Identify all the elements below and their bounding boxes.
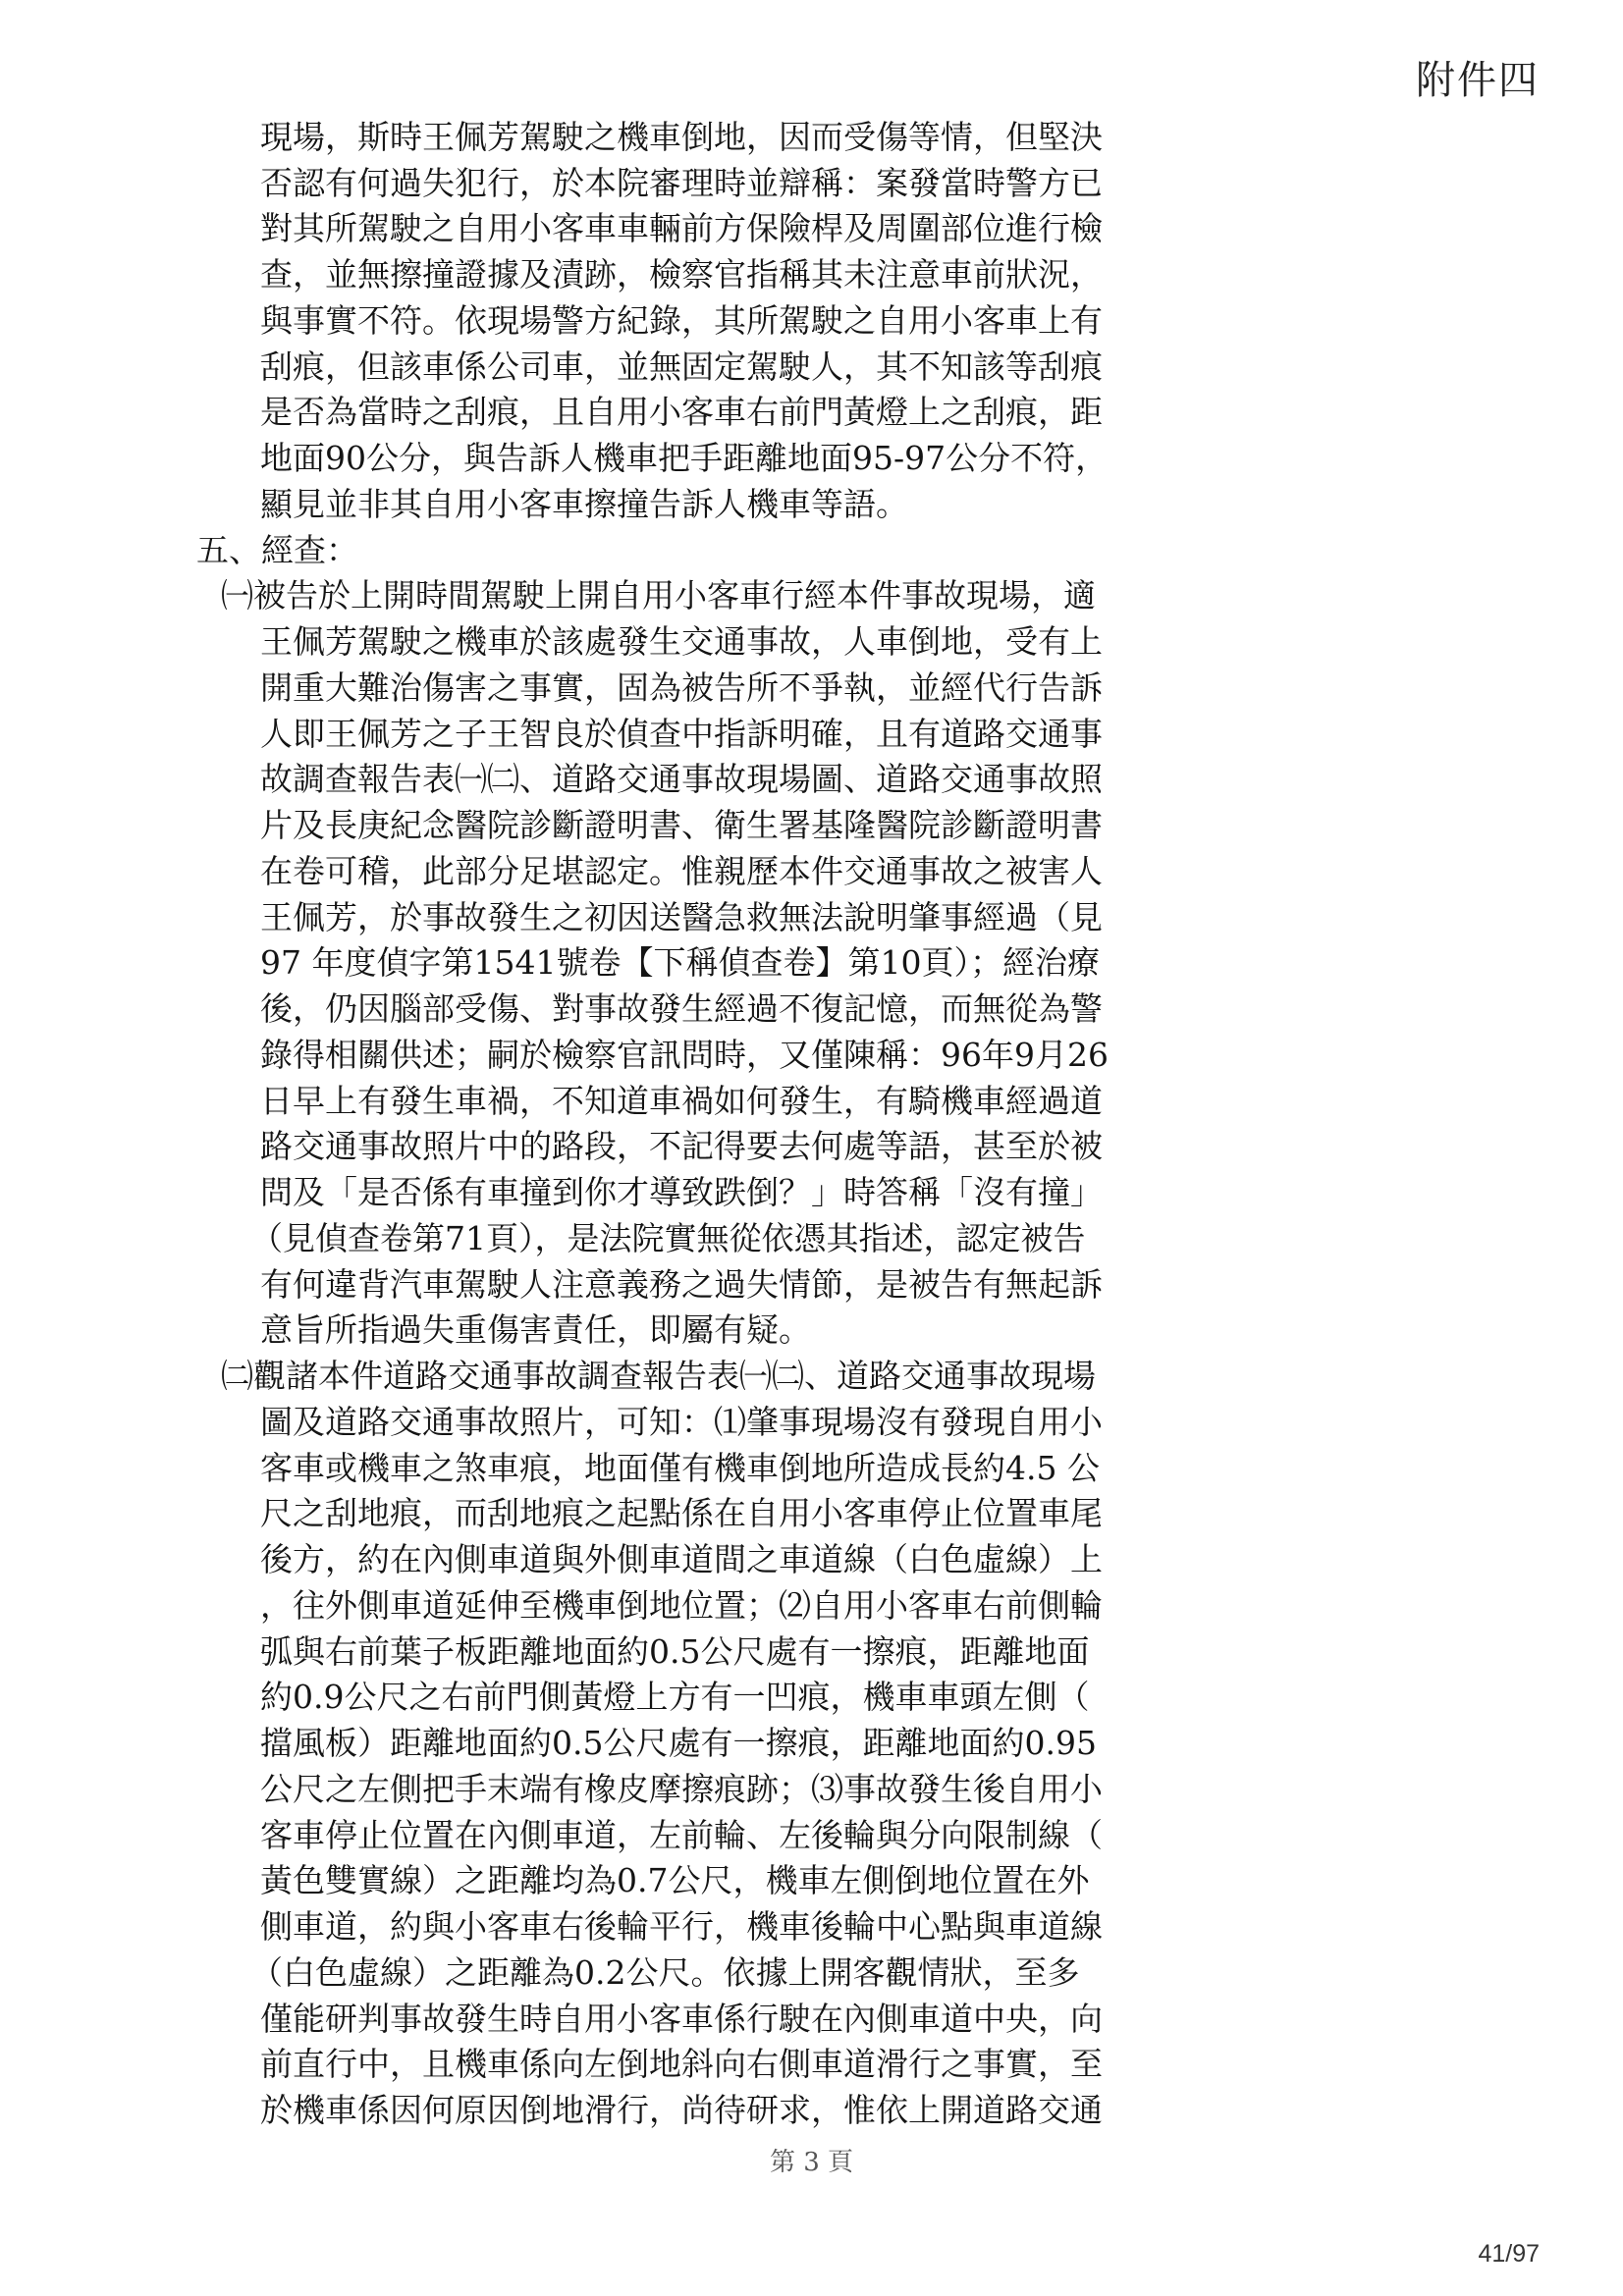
body-line: 刮痕，但該車係公司車，並無固定駕駛人，其不知該等刮痕 bbox=[260, 347, 1103, 386]
body-line: 僅能研判事故發生時自用小客車係行駛在內側車道中央，向 bbox=[260, 2000, 1103, 2038]
body-line: 是否為當時之刮痕，且自用小客車右前門黃燈上之刮痕，距 bbox=[260, 393, 1103, 431]
body-line: 97 年度偵字第1541號卷【下稱偵查卷】第10頁）；經治療 bbox=[260, 943, 1100, 982]
body-line: 在卷可稽，此部分足堪認定。惟親歷本件交通事故之被害人 bbox=[260, 852, 1103, 890]
body-line: 意旨所指過失重傷害責任，即屬有疑。 bbox=[260, 1310, 811, 1349]
body-line: 人即王佩芳之子王智良於偵查中指訴明確，且有道路交通事 bbox=[260, 715, 1103, 753]
body-line: 路交通事故照片中的路段，不記得要去何處等語，甚至於被 bbox=[260, 1127, 1103, 1165]
body-line: 於機車係因何原因倒地滑行，尚待研求，惟依上開道路交通 bbox=[260, 2091, 1103, 2129]
body-line: 約0.9公尺之右前門側黃燈上方有一凹痕，機車車頭左側（ bbox=[260, 1678, 1090, 1716]
body-line: 開重大難治傷害之事實，固為被告所不爭執，並經代行告訴 bbox=[260, 668, 1103, 707]
body-line: 日早上有發生車禍，不知道車禍如何發生，有騎機車經過道 bbox=[260, 1082, 1103, 1120]
body-line: 問及「是否係有車撞到你才導致跌倒？」時答稱「沒有撞」 bbox=[260, 1173, 1103, 1211]
body-line: 故調查報告表㈠㈡、道路交通事故現場圖、道路交通事故照 bbox=[260, 760, 1103, 798]
body-line: 片及長庚紀念醫院診斷證明書、衛生署基隆醫院診斷證明書 bbox=[260, 806, 1103, 844]
body-line: 後方，約在內側車道與外側車道間之車道線（白色虛線）上 bbox=[260, 1540, 1103, 1578]
page-counter: 41/97 bbox=[1478, 2240, 1540, 2268]
body-line: 與事實不符。依現場警方紀錄，其所駕駛之自用小客車上有 bbox=[260, 301, 1103, 340]
body-line: 側車道，約與小客車右後輪平行，機車後輪中心點與車道線 bbox=[260, 1907, 1103, 1946]
body-line: 王佩芳，於事故發生之初因送醫急救無法說明肇事經過（見 bbox=[260, 898, 1103, 936]
attachment-label: 附件四 bbox=[1416, 58, 1540, 103]
body-line: ，往外側車道延伸至機車倒地位置；⑵自用小客車右前側輪 bbox=[260, 1586, 1103, 1625]
body-line: 擋風板）距離地面約0.5公尺處有一擦痕，距離地面約0.95 bbox=[260, 1724, 1097, 1762]
body-line: 圖及道路交通事故照片，可知：⑴肇事現場沒有發現自用小 bbox=[260, 1403, 1103, 1441]
body-line: （白色虛線）之距離為0.2公尺。依據上開客觀情狀，至多 bbox=[250, 1953, 1080, 1992]
body-line: 客車或機車之煞車痕，地面僅有機車倒地所造成長約4.5 公 bbox=[260, 1449, 1100, 1487]
body-line: 顯見並非其自用小客車擦撞告訴人機車等語。 bbox=[260, 485, 908, 523]
body-line: 公尺之左側把手末端有橡皮摩擦痕跡；⑶事故發生後自用小 bbox=[260, 1770, 1103, 1808]
body-line: 王佩芳駕駛之機車於該處發生交通事故，人車倒地，受有上 bbox=[260, 622, 1103, 661]
body-line: 現場，斯時王佩芳駕駛之機車倒地，因而受傷等情，但堅決 bbox=[260, 118, 1103, 156]
body-line: 地面90公分，與告訴人機車把手距離地面95-97公分不符， bbox=[260, 439, 1109, 477]
body-line: 客車停止位置在內側車道，左前輪、左後輪與分向限制線（ bbox=[260, 1816, 1103, 1854]
body-line: 有何違背汽車駕駛人注意義務之過失情節，是被告有無起訴 bbox=[260, 1265, 1103, 1304]
body-line: 錄得相關供述；嗣於檢察官訊問時，又僅陳稱：96年9月26 bbox=[260, 1036, 1109, 1074]
body-line: 對其所駕駛之自用小客車車輛前方保險桿及周圍部位進行檢 bbox=[260, 209, 1103, 247]
body-line: （見偵查卷第71頁），是法院實無從依憑其指述，認定被告 bbox=[250, 1219, 1086, 1257]
body-line: 弧與右前葉子板距離地面約0.5公尺處有一擦痕，距離地面 bbox=[260, 1632, 1090, 1671]
body-line: 尺之刮地痕，而刮地痕之起點係在自用小客車停止位置車尾 bbox=[260, 1494, 1103, 1532]
section-heading: 五、經查： bbox=[196, 531, 358, 569]
body-line: 查，並無擦撞證據及漬跡，檢察官指稱其未注意車前狀況， bbox=[260, 255, 1103, 294]
body-line: 前直行中，且機車係向左倒地斜向右側車道滑行之事實，至 bbox=[260, 2045, 1103, 2083]
body-line: 黃色雙實線）之距離均為0.7公尺，機車左側倒地位置在外 bbox=[260, 1861, 1090, 1899]
page-number-footer: 第 3 頁 bbox=[769, 2148, 854, 2177]
body-line: 否認有何過失犯行，於本院審理時並辯稱：案發當時警方已 bbox=[260, 164, 1103, 202]
body-line: 後，仍因腦部受傷、對事故發生經過不復記憶，而無從為警 bbox=[260, 989, 1103, 1028]
body-line: ㈠被告於上開時間駕駛上開自用小客車行經本件事故現場，適 bbox=[221, 576, 1096, 614]
body-line: ㈡觀諸本件道路交通事故調查報告表㈠㈡、道路交通事故現場 bbox=[221, 1357, 1096, 1395]
